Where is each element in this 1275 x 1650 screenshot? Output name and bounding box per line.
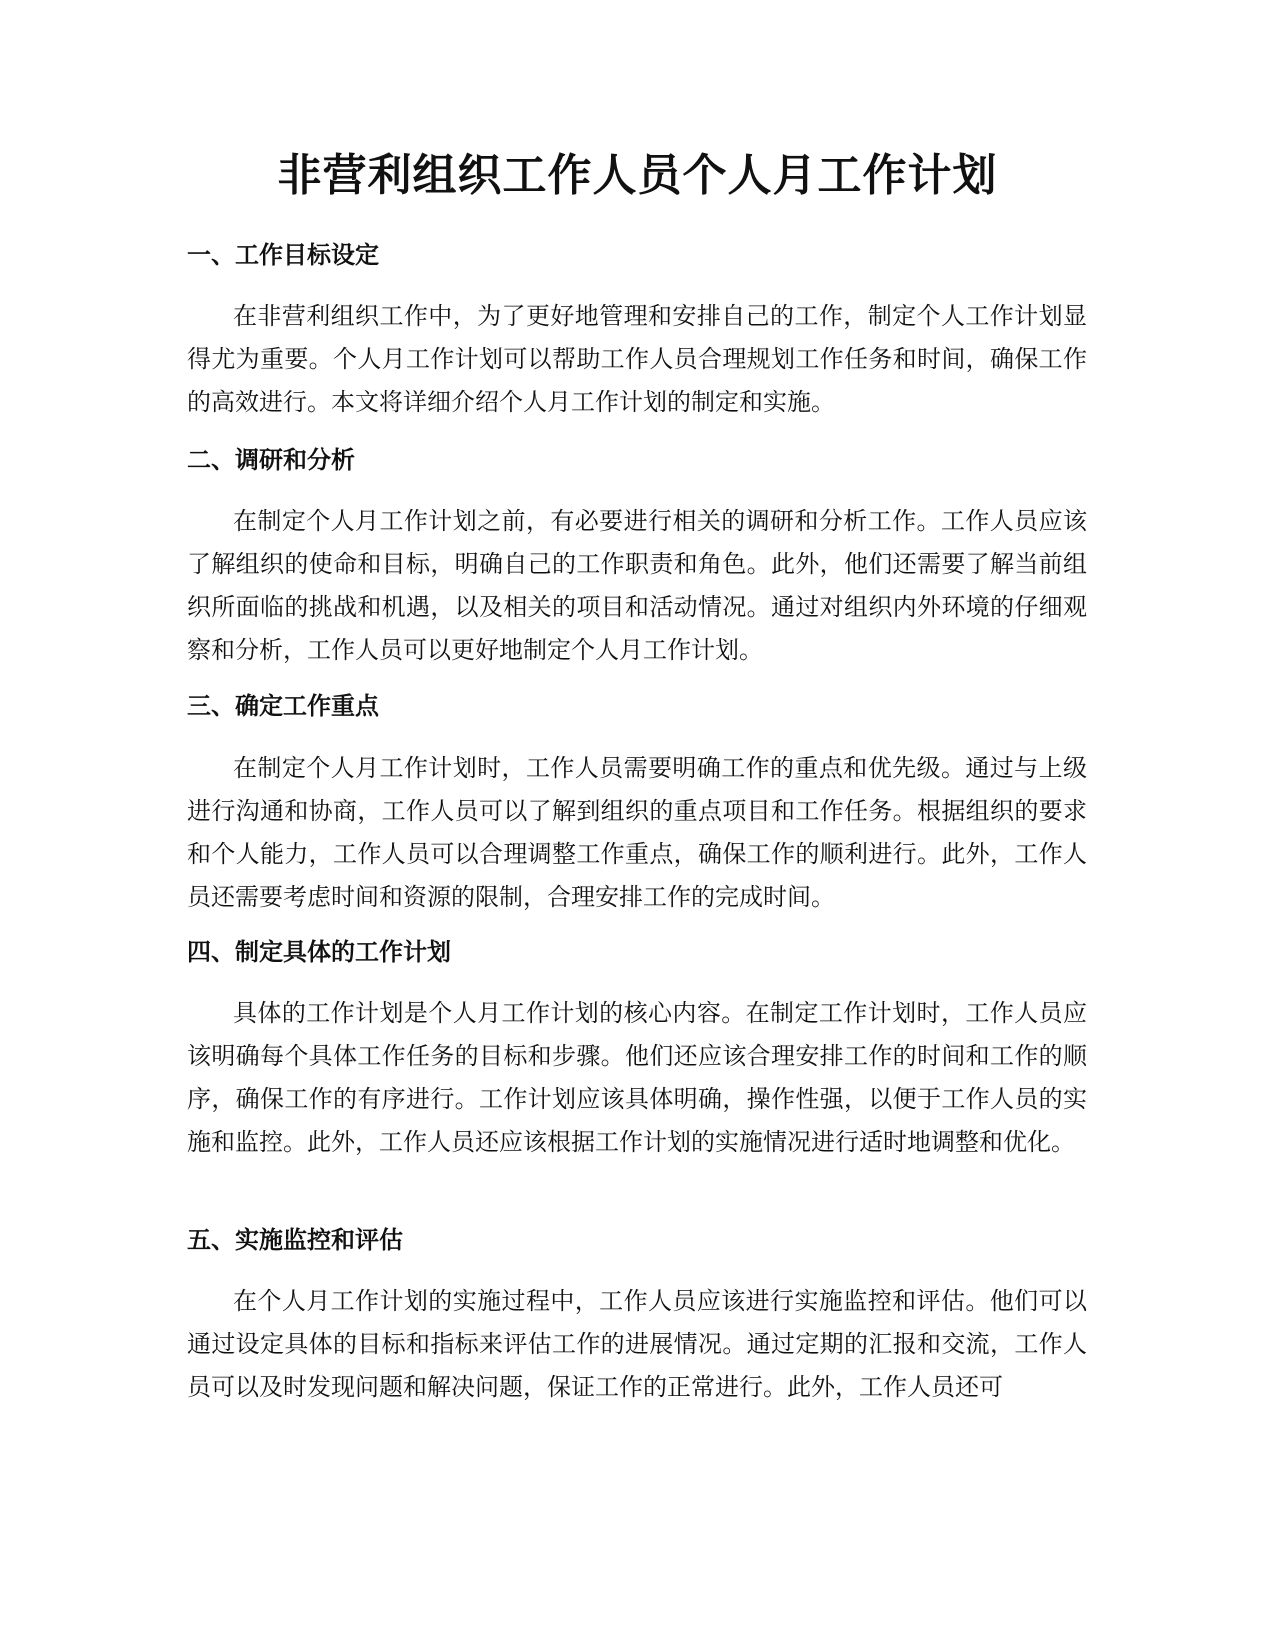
section-body-monitoring: 在个人月工作计划的实施过程中，工作人员应该进行实施监控和评估。他们可以通过设定具体的目标和指标来评估工作的进展情况。通过定期的汇报和交流，工作人员可以及时发现问题和解决问题，保证工作的正常进行。此外，工作人员还可 — [187, 1287, 1087, 1401]
section-body-plan: 具体的工作计划是个人月工作计划的核心内容。在制定工作计划时，工作人员应该明确每个具体工作任务的目标和步骤。他们还应该合理安排工作的时间和工作的顺序，确保工作的有序进行。工作计划应该具体明确，操作性强，以便于工作人员的实施和监控。此外，工作人员还应该根据工作计划的实施情况进行适时地调整和优化。 — [187, 999, 1087, 1156]
section-heading-research: 二、调研和分析 — [187, 446, 355, 474]
section-heading-goals: 一、工作目标设定 — [187, 241, 379, 269]
section-heading-priorities: 三、确定工作重点 — [187, 692, 379, 720]
document-title: 非营利组织工作人员个人月工作计划 — [277, 150, 998, 201]
section-body-goals: 在非营利组织工作中，为了更好地管理和安排自己的工作，制定个人工作计划显得尤为重要。个人月工作计划可以帮助工作人员合理规划工作任务和时间，确保工作的高效进行。本文将详细介绍个人月工作计划的制定和实施。 — [187, 302, 1087, 416]
section-body-research: 在制定个人月工作计划之前，有必要进行相关的调研和分析工作。工作人员应该了解组织的使命和目标，明确自己的工作职责和角色。此外，他们还需要了解当前组织所面临的挑战和机遇，以及相关的项目和活动情况。通过对组织内外环境的仔细观察和分析，工作人员可以更好地制定个人月工作计划。 — [187, 507, 1087, 664]
section-heading-monitoring: 五、实施监控和评估 — [187, 1226, 403, 1254]
section-heading-plan: 四、制定具体的工作计划 — [187, 938, 451, 966]
section-body-priorities: 在制定个人月工作计划时，工作人员需要明确工作的重点和优先级。通过与上级进行沟通和协商，工作人员可以了解到组织的重点项目和工作任务。根据组织的要求和个人能力，工作人员可以合理调整工作重点，确保工作的顺利进行。此外，工作人员还需要考虑时间和资源的限制，合理安排工作的完成时间。 — [187, 754, 1087, 911]
